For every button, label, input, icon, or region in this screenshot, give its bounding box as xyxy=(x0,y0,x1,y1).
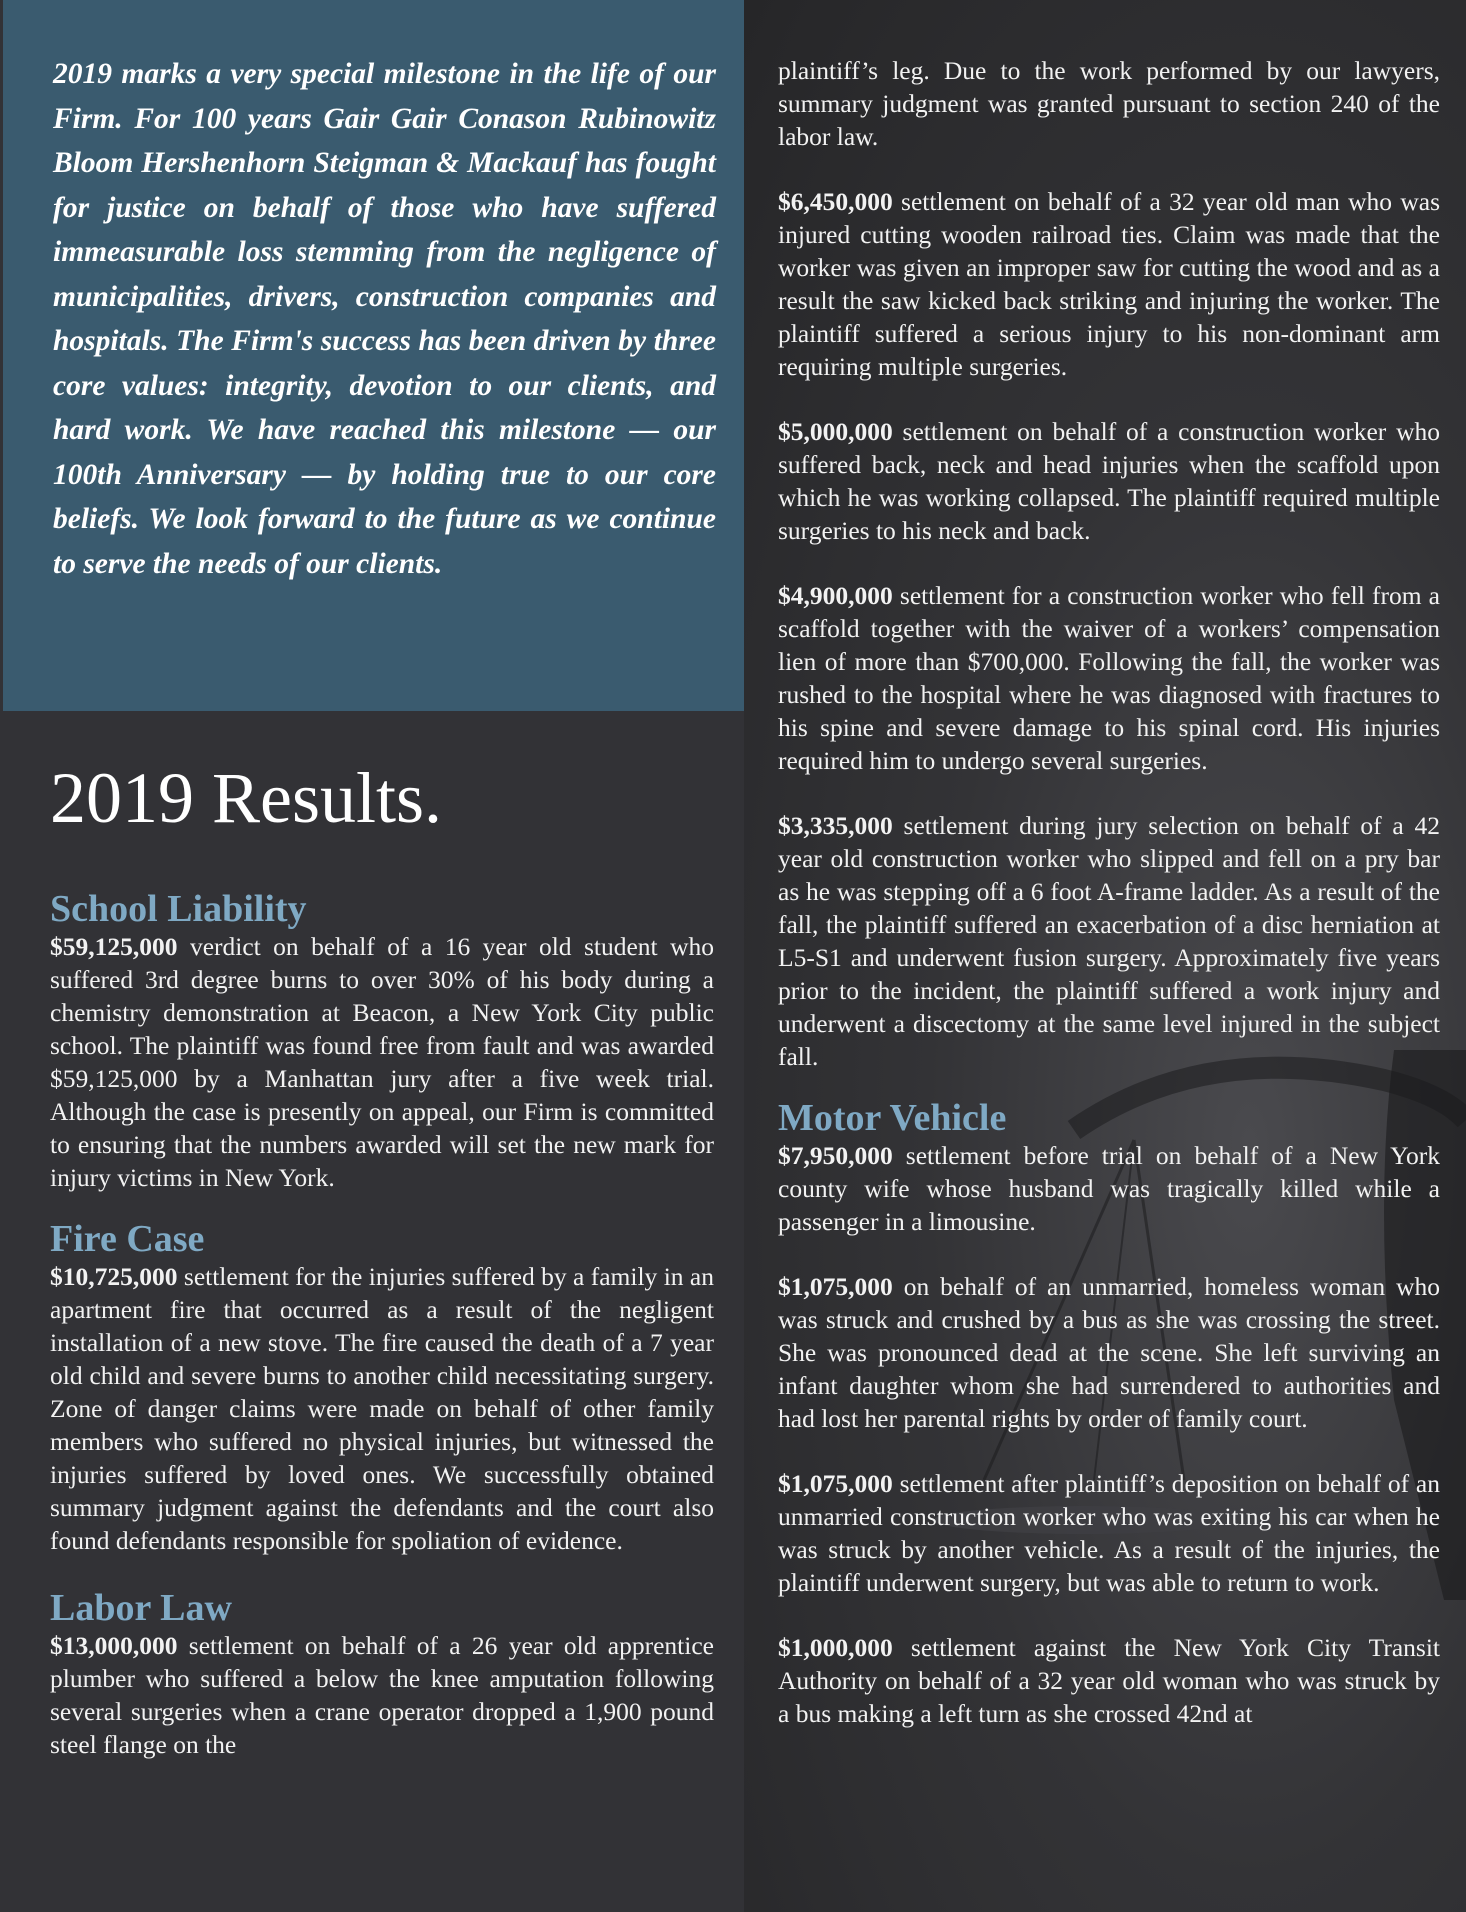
result-amount: $3,335,000 xyxy=(778,811,893,840)
section-heading-motor-vehicle: Motor Vehicle xyxy=(778,1097,1007,1139)
result-description: on behalf of an unmarried, homeless woman who was struck and crushed by a bus as she was crossing the street. She was pronounced dead at the scene. She left surviving an infant daughter whom she had surrendered to authorities and had lost her parental rights by order of family court. xyxy=(778,1272,1440,1433)
result-description: settlement for the injuries suffered by a family in an apartment fire that occurred as a result of the negligent installation of a new stove. The fire caused the death of a 7 year old child and severe burns to another child necessitating surgery. Zone of danger claims were made on behalf of other family members who suffered no physical injuries, but witnessed the injuries suffered by loved ones. We successfully obtained summary judgment against the defendants and the court also found defendants responsible for spoliation of evidence. xyxy=(50,1262,714,1555)
intro-text: 2019 marks a very special milestone in the life of our Firm. For 100 years Gair Gair Conason Rubinowitz Bloom Hershenhorn Steigman & Mackauf has fought for justice on behalf of those who have suffered immeasurable loss stemming from the negligence of municipalities, drivers, construction companies and hospitals. The Firm's success has been driven by three core values: integrity, devotion to our clients, and hard work. We have reached this milestone — our 100th Anniversary — by holding true to our core beliefs. We look forward to the future as we continue to serve the needs of our clients. xyxy=(53,58,716,580)
result-description: settlement for a construction worker who fell from a scaffold together with the waiver of a workers’ compensation lien of more than $700,000. Following the fall, the worker was rushed to the hospital where he was diagnosed with fractures to his spine and severe damage to his spinal cord. His injuries required him to undergo several surgeries. xyxy=(778,581,1440,775)
result-entry xyxy=(778,185,1440,383)
result-amount: $6,450,000 xyxy=(778,187,893,216)
result-entry xyxy=(778,809,1440,1073)
result-amount: $5,000,000 xyxy=(778,417,893,446)
result-amount: $1,075,000 xyxy=(778,1469,893,1498)
result-entry xyxy=(50,930,714,1194)
result-description: settlement after plaintiff’s deposition on behalf of an unmarried construction worker who was exiting his car when he was struck by another vehicle. As a result of the injuries, the plaintiff underwent surgery, but was able to return to work. xyxy=(778,1469,1440,1597)
result-amount: $1,075,000 xyxy=(778,1272,893,1301)
result-amount: $10,725,000 xyxy=(50,1262,178,1291)
result-description: settlement on behalf of a construction worker who suffered back, neck and head injuries when the scaffold upon which he was working collapsed. The plaintiff required multiple surgeries to his neck and back. xyxy=(778,417,1440,545)
result-description: settlement before trial on behalf of a New York county wife whose husband was tragically killed while a passenger in a limousine. xyxy=(778,1141,1440,1236)
result-amount: $59,125,000 xyxy=(50,932,178,961)
result-amount: $1,000,000 xyxy=(778,1633,893,1662)
results-title: 2019 Results. xyxy=(50,758,443,838)
result-amount: $7,950,000 xyxy=(778,1141,893,1170)
result-entry xyxy=(778,1467,1440,1599)
section-heading-fire-case: Fire Case xyxy=(50,1218,205,1260)
left-results-column xyxy=(50,888,714,1761)
result-amount: $13,000,000 xyxy=(50,1631,178,1660)
result-amount: $4,900,000 xyxy=(778,581,893,610)
result-description: settlement during jury selection on behalf of a 42 year old construction worker who slipped and fell on a pry bar as he was stepping off a 6 foot A-frame ladder. As a result of the fall, the plaintiff suffered an exacerbation of a disc herniation at L5-S1 and underwent fusion surgery. Approximately five years prior to the incident, the plaintiff suffered a work injury and underwent a discectomy at the same level injured in the subject fall. xyxy=(778,811,1440,1071)
result-continuation: plaintiff’s leg. Due to the work performed by our lawyers, summary judgment was granted pursuant to section 240 of the labor law. xyxy=(778,56,1440,151)
result-entry xyxy=(50,1629,714,1761)
section-heading-labor-law: Labor Law xyxy=(50,1587,232,1629)
result-description: settlement against the New York City Transit Authority on behalf of a 32 year old woman who was struck by a bus making a left turn as she crossed 42nd at xyxy=(778,1633,1440,1728)
result-entry xyxy=(778,1631,1440,1730)
section-heading-school-liability: School Liability xyxy=(50,888,307,930)
result-description: settlement on behalf of a 26 year old apprentice plumber who suffered a below the knee amputation following several surgeries when a crane operator dropped a 1,900 pound steel flange on the xyxy=(50,1631,714,1759)
result-description: settlement on behalf of a 32 year old man who was injured cutting wooden railroad ties. Claim was made that the worker was given an improper saw for cutting the wood and as a result the saw kicked back striking and injuring the worker. The plaintiff suffered a serious injury to his non-dominant arm requiring multiple surgeries. xyxy=(778,187,1440,381)
result-entry xyxy=(778,579,1440,777)
result-description: verdict on behalf of a 16 year old student who suffered 3rd degree burns to over 30% of his body during a chemistry demonstration at Beacon, a New York City public school. The plaintiff was found free from fault and was awarded $59,125,000 by a Manhattan jury after a five week trial. Although the case is presently on appeal, our Firm is committed to ensuring that the numbers awarded will set the new mark for injury victims in New York. xyxy=(50,932,714,1192)
result-entry xyxy=(778,415,1440,547)
result-entry xyxy=(778,1139,1440,1238)
right-results-column xyxy=(778,54,1440,1730)
intro-panel xyxy=(3,0,744,711)
result-entry xyxy=(50,1260,714,1557)
result-entry xyxy=(778,1270,1440,1435)
